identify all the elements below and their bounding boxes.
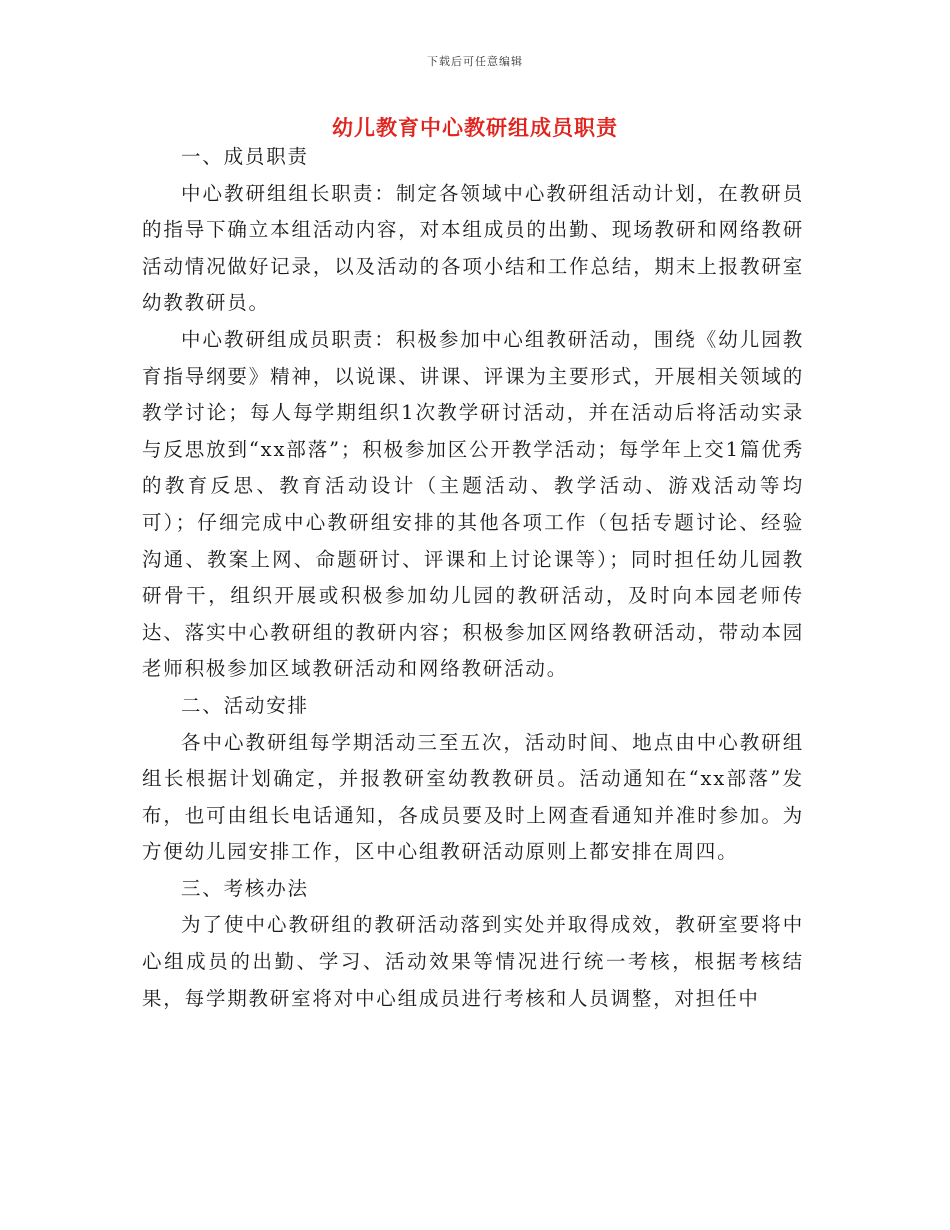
document-body [142, 139, 804, 1017]
header-note: 下载后可任意编辑 [427, 55, 523, 68]
paragraph-activity-arrangement: 各中心教研组每学期活动三至五次，活动时间、地点由中心教研组组长根据计划确定，并报教研室幼教教研员。活动通知在“xx部落”发布，也可由组长电话通知，各成员要及时上网查看通知并准时参加。为方便幼儿园安排工作，区中心组教研活动原则上都安排在周四。 [142, 730, 804, 864]
document-title: 幼儿教育中心教研组成员职责 [332, 116, 618, 140]
section-heading-activities: 二、活动安排 [181, 693, 309, 717]
section-heading-members: 一、成员职责 [181, 145, 309, 168]
paragraph-member-duties: 中心教研组成员职责：积极参加中心组教研活动，围绕《幼儿园教育指导纲要》精神，以说课、讲课、评课为主要形式，开展相关领域的教学讨论；每人每学期组织1次教学研讨活动，并在活动后将活动实录与反思放到“xx部落”；积极参加区公开教学活动；每学年上交1篇优秀的教育反思、教育活动设计（主题活动、教学活动、游戏活动等均可）；仔细完成中心教研组安排的其他各项工作（包括专题讨论、经验沟通、教案上网、命题研讨、评课和上讨论课等）；同时担任幼儿园教研骨干，组织开展或积极参加幼儿园的教研活动，及时向本园老师传达、落实中心教研组的教研内容；积极参加区网络教研活动，带动本园老师积极参加区域教研活动和网络教研活动。 [142, 327, 804, 681]
paragraph-assessment-method: 为了使中心教研组的教研活动落到实处并取得成效，教研室要将中心组成员的出勤、学习、活动效果等情况进行统一考核，根据考核结果，每学期教研室将对中心组成员进行考核和人员调整，对担任中 [142, 913, 804, 1010]
paragraph-leader-duties: 中心教研组组长职责：制定各领域中心教研组活动计划，在教研员的指导下确立本组活动内容，对本组成员的出勤、现场教研和网络教研活动情况做好记录，以及活动的各项小结和工作总结，期末上报教研室幼教教研员。 [142, 181, 804, 315]
section-heading-assessment: 三、考核办法 [181, 876, 309, 900]
